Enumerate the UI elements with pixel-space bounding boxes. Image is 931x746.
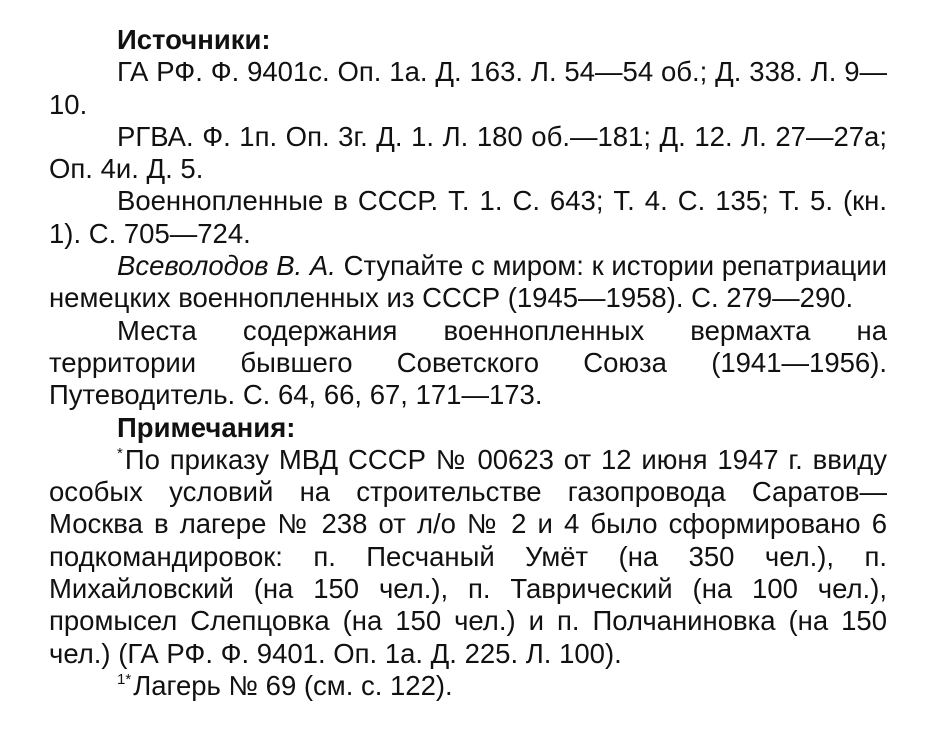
source-item: Места содержания военнопленных вермахта на территории бывшего Советского Союза (1941—1956). Путеводитель. С. 64, 66, 67, 171—173.: [49, 314, 887, 411]
source-author: Всеволодов В. А.: [117, 250, 336, 282]
note-text: Лагерь № 69 (см. с. 122).: [133, 669, 453, 701]
source-item: Военнопленные в СССР. Т. 1. С. 643; Т. 4. С. 135; Т. 5. (кн. 1). С. 705—724.: [49, 185, 887, 249]
notes-heading: Примечания:: [117, 411, 296, 443]
note-item: [49, 444, 887, 670]
source-item: РГВА. Ф. 1п. Оп. 3г. Д. 1. Л. 180 об.—181; Д. 12. Л. 27—27а; Оп. 4и. Д. 5.: [49, 120, 887, 185]
note-item: [49, 670, 887, 702]
footnote-mark: 1*: [117, 670, 132, 688]
sources-heading: Источники:: [117, 24, 271, 55]
source-title: Ступайте с миром: к истории репатриации немецких военнопленных из СССР (1945—1958). С. 279—290.: [49, 250, 887, 314]
source-item: ГА РФ. Ф. 9401с. Оп. 1а. Д. 163. Л. 54—54 об.; Д. 338. Л. 9—10.: [49, 56, 887, 120]
source-item: [49, 250, 887, 315]
note-text: По приказу МВД СССР № 00623 от 12 июня 1947 г. ввиду особых условий на строительстве газопровода Саратов—Москва в лагере № 238 от л/о № 2 и 4 было сформировано 6 подкомандировок: п. Песчаный Умёт (на 350 чел.), п. Михайловский (на 150 чел.), п. Таврический (на 100 чел.), промысел Слепцовка (на 150 чел.) и п. Полчаниновка (на 150 чел.) (ГА РФ. Ф. 9401. Оп. 1а. Д. 225. Л. 100).: [49, 443, 887, 669]
footnote-mark: *: [117, 444, 123, 462]
document-page: [49, 24, 887, 702]
